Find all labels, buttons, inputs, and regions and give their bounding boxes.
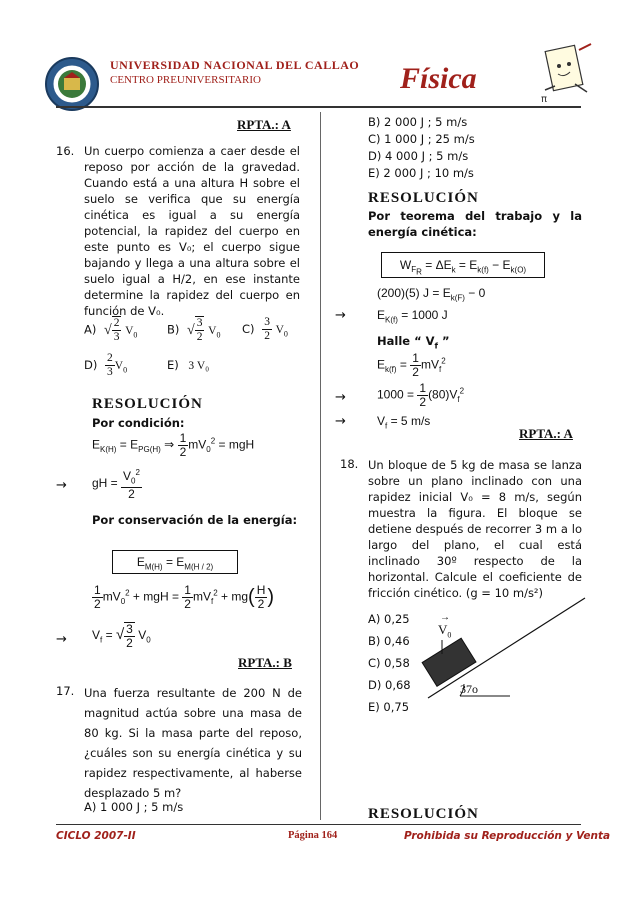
- arrow-icon: →: [335, 414, 346, 429]
- equation-box: $E_{M(H)} = E_{M(H / 2)}$: [112, 550, 238, 574]
- option-e: E) 0,75: [368, 700, 410, 714]
- header-divider: [56, 106, 581, 108]
- option-e: [167, 358, 209, 372]
- option-b: B) 0,46: [368, 634, 410, 648]
- subheading: Halle “ $V_f$ ”: [377, 334, 450, 351]
- equation: $E_{K(H)} = E_{PG(H)}$ ⇒ $\frac{1}{2}$ $mV_0^2$ = mgH: [92, 431, 255, 459]
- option-label: D): [84, 358, 98, 372]
- svg-text:π: π: [541, 94, 548, 105]
- option-value: 3 V₀: [188, 360, 210, 372]
- copyright-notice: Prohibida su Reproducción y Venta: [404, 830, 611, 842]
- option-c: C) $\frac{3}{2}$ $V_0$: [242, 316, 288, 342]
- equation: $E_{k(f)}$ = $\frac{1}{2}$ $mV_f^2$: [377, 351, 446, 379]
- equation: (200)(5) $J = E_{k(F)} - 0$: [377, 286, 486, 303]
- mascot-icon: [535, 40, 595, 105]
- option-label: B): [167, 322, 180, 337]
- equation: $V_f$ = √ $\frac{3}{2}$ $V_0$: [92, 622, 151, 650]
- arrow-icon: →: [335, 390, 346, 405]
- section-heading: RESOLUCIÓN: [368, 190, 479, 206]
- option-d: D) 0,68: [368, 678, 411, 692]
- option-c: C) 1 000 J ; 25 m/s: [368, 132, 475, 146]
- option-a: A) √ $\frac{2}{3}$ $V_0$: [84, 317, 138, 343]
- equation: $E_{K(f)} = 1000$ J: [377, 308, 448, 325]
- incline-figure: [420, 596, 590, 706]
- answer-label: RPTA.: A: [237, 117, 291, 132]
- equation-text: (200)(5) J = E: [377, 286, 451, 300]
- column-divider: [320, 112, 321, 820]
- university-name: UNIVERSIDAD NACIONAL DEL CALLAO: [110, 58, 360, 72]
- option-b: B) √ $\frac{3}{2}$ $V_0$: [167, 317, 221, 343]
- option-a: A) 1 000 J ; 5 m/s: [84, 800, 184, 814]
- answer-label: RPTA.: B: [238, 655, 292, 670]
- option-d: D) $\frac{2}{3}$ $V_0$: [84, 352, 128, 378]
- equation: gH = $\frac{V_0^2}{2}$: [92, 468, 140, 502]
- equation-box: $W_{F_R} = \Delta E_k = E_{k(f)} - E_{k(O)}$: [381, 252, 545, 278]
- option-label: A): [84, 322, 97, 337]
- question-text: Un cuerpo comienza a caer desde el reposo por acción de la gravedad. Cuando está a una altura H sobre el suelo se verifica que su energía cinética es igual a su energía potencial, la rapidez del cuerpo en este punto es V₀; el cuerpo sigue bajando y llega a una altura sobre el suelo igual a H/2, en ese instante determine la rapidez del cuerpo en función de V₀.: [84, 144, 300, 318]
- equation: $V_f = 5$ m/s: [377, 414, 431, 431]
- center-name: CENTRO PREUNIVERSITARIO: [110, 74, 261, 86]
- cycle-label: CICLO 2007-II: [56, 830, 136, 842]
- subheading: Por conservación de la energía:: [92, 513, 298, 527]
- subheading: Por condición:: [92, 416, 185, 430]
- option-label: C): [242, 322, 255, 336]
- question-number: 18.: [340, 457, 359, 471]
- option-d: D) 4 000 J ; 5 m/s: [368, 149, 469, 163]
- question-number: 16.: [56, 144, 75, 158]
- question-number: 17.: [56, 684, 75, 698]
- arrow-icon: →: [56, 632, 67, 647]
- section-heading: RESOLUCIÓN: [92, 396, 203, 412]
- option-b: B) 2 000 J ; 5 m/s: [368, 115, 468, 129]
- page-number: Página 164: [288, 830, 338, 841]
- angle-label: 37o: [460, 682, 478, 696]
- equation: $\frac{1}{2}$ $mV_0^2$ + mgH = $\frac{1}{2}$ $mV_f^2 + mg$( $\frac{H}{2}$ ): [94, 583, 275, 611]
- option-c: C) 0,58: [368, 656, 410, 670]
- question-text: Un bloque de 5 kg de masa se lanza sobre un plano inclinado con una rapidez inicial V₀ = 8 m/s, según muestra la figura. El bloque se detiene después de recorrer 3 m a lo largo del plano, el cual está inclinado 30º respecto de la horizontal. Calcule el coeficiente de fricción cinético. (g = 10 m/s²): [368, 458, 582, 600]
- velocity-label: → $V_0$: [438, 612, 452, 640]
- equation: 1000 = $\frac{1}{2}$ $(80)V_f^2$: [377, 381, 465, 409]
- university-seal: [44, 56, 100, 112]
- option-label: E): [167, 358, 179, 372]
- option-a: A) 0,25: [368, 612, 410, 626]
- subject-title: Física: [400, 62, 477, 95]
- footer-divider: [56, 824, 581, 825]
- answer-label: RPTA.: A: [519, 426, 573, 441]
- question-text: Una fuerza resultante de 200 N de magnitud actúa sobre una masa de 80 kg. Si la masa parte del reposo, ¿cuáles son su energía cinética y su rapidez respectivamente, al haberse desplazado 5 m?: [84, 686, 302, 800]
- arrow-icon: →: [335, 308, 346, 323]
- arrow-icon: →: [56, 478, 67, 493]
- equation-text: = 1000 J: [401, 308, 448, 322]
- section-heading: RESOLUCIÓN: [368, 806, 479, 822]
- option-e: E) 2 000 J ; 10 m/s: [368, 166, 474, 180]
- subheading: Por teorema del trabajo y la energía cinética:: [368, 209, 582, 239]
